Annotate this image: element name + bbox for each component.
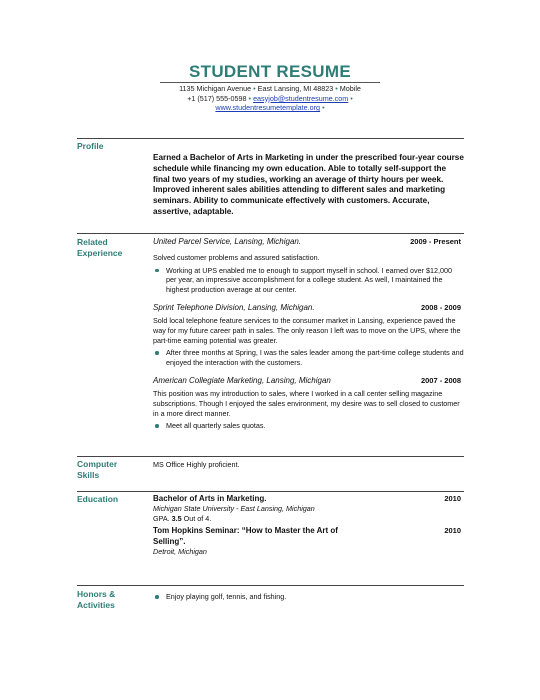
separator-dot: • (322, 103, 325, 112)
phone: +1 (517) 555-0598 (187, 93, 247, 103)
job-description: Sold local telephone feature services to the consumer market in Lansing, experience paved the way for my future career path in sales. The only reason I left was to move on the UPS, where the part-time earning potential was greater. (153, 316, 461, 345)
education-entry (153, 493, 464, 523)
separator-dot: • (248, 93, 252, 103)
website-link[interactable]: www.studentresumetemplate.org (215, 103, 321, 112)
section-rule-education (77, 491, 464, 492)
job-header (153, 236, 464, 247)
computer-skills-text: MS Office Highly proficient. (153, 460, 240, 469)
job-role: Sprint Telephone Division, Lansing, Michigan. (153, 303, 315, 313)
profile-text: Earned a Bachelor of Arts in Marketing in under the prescribed four-year course schedule while financing my own education. Able to totally self-support the final two years of my studies, working an average of thirty hours per week. Improved inherent sales abilities attending to different sales and marketing seminars. Ability to communicate effectively with customers. Accurate, assertive, adaptable. (153, 153, 464, 216)
job-bullet: After three months at Spring, I was the sales leader among the part-time college students and enjoyed the interaction with the customers. (153, 348, 464, 367)
section-label-profile: Profile (77, 141, 104, 151)
separator-dot: • (335, 84, 338, 93)
job-description: This position was my introduction to sales, where I worked in a call center selling magazine subscriptions. Though I enjoyed the sales environment, my desire was to sell closed to customer in a more direct manner. (153, 389, 460, 418)
email-link[interactable]: easyjob@studentresume.com (253, 93, 349, 103)
mobile-label: Mobile (339, 84, 361, 93)
contact-line-3 (140, 103, 400, 113)
job-bullet: Working at UPS enabled me to enough to support myself in school. I earned over $12,000 per year, an impressive accomplishment for a college student. As well, I maintained the highest production average at our center. (153, 266, 464, 295)
contact-line-2 (140, 94, 400, 104)
section-rule-profile (77, 138, 464, 139)
job-header (153, 302, 464, 313)
school: Michigan State University - East Lansing, Michigan (153, 504, 315, 513)
section-rule-experience (77, 233, 464, 234)
city: East Lansing, MI 48823 (257, 84, 334, 93)
experience-list (153, 236, 464, 431)
section-label-education: Education (77, 494, 119, 504)
page-title: STUDENT RESUME (189, 62, 351, 81)
job-role: American Collegiate Marketing, Lansing, Michigan (153, 376, 331, 386)
resume-header (0, 62, 540, 82)
job-role: United Parcel Service, Lansing, Michigan. (153, 237, 302, 246)
education-list (153, 493, 464, 557)
job-entry (153, 375, 464, 430)
separator-dot: • (350, 93, 353, 103)
school: Detroit, Michigan (153, 547, 207, 557)
header-divider (160, 82, 380, 83)
education-header (153, 493, 464, 504)
contact-line-1 (140, 84, 400, 94)
separator-dot: • (253, 84, 256, 93)
job-years: 2007 - 2008 (420, 376, 461, 386)
section-rule-honors (77, 585, 464, 586)
education-entry (153, 526, 464, 557)
honors-bullet: Enjoy playing golf, tennis, and fishing. (153, 592, 477, 602)
education-year: 2010 (444, 494, 461, 503)
section-label-experience: Related Experience (77, 237, 123, 258)
degree: Bachelor of Arts in Marketing. (153, 494, 267, 503)
job-description: Solved customer problems and assured satisfaction. (153, 253, 320, 262)
section-rule-computer (77, 456, 464, 457)
job-years: 2008 - 2009 (420, 303, 461, 313)
job-years: 2009 - Present (410, 237, 461, 246)
job-header (153, 375, 464, 386)
section-label-computer: Computer Skills (77, 459, 118, 480)
contact-block (140, 84, 400, 113)
address: 1135 Michigan Avenue (179, 84, 252, 93)
job-entry (153, 236, 464, 294)
gpa: GPA. 3.5 Out of 4. (153, 513, 212, 523)
job-bullet: Meet all quarterly sales quotas. (153, 421, 464, 431)
job-entry (153, 302, 464, 367)
section-label-honors: Honors & Activities (77, 589, 116, 610)
degree: Tom Hopkins Seminar: “How to Master the Art of Selling”. (153, 526, 338, 546)
education-year: 2010 (444, 526, 461, 536)
